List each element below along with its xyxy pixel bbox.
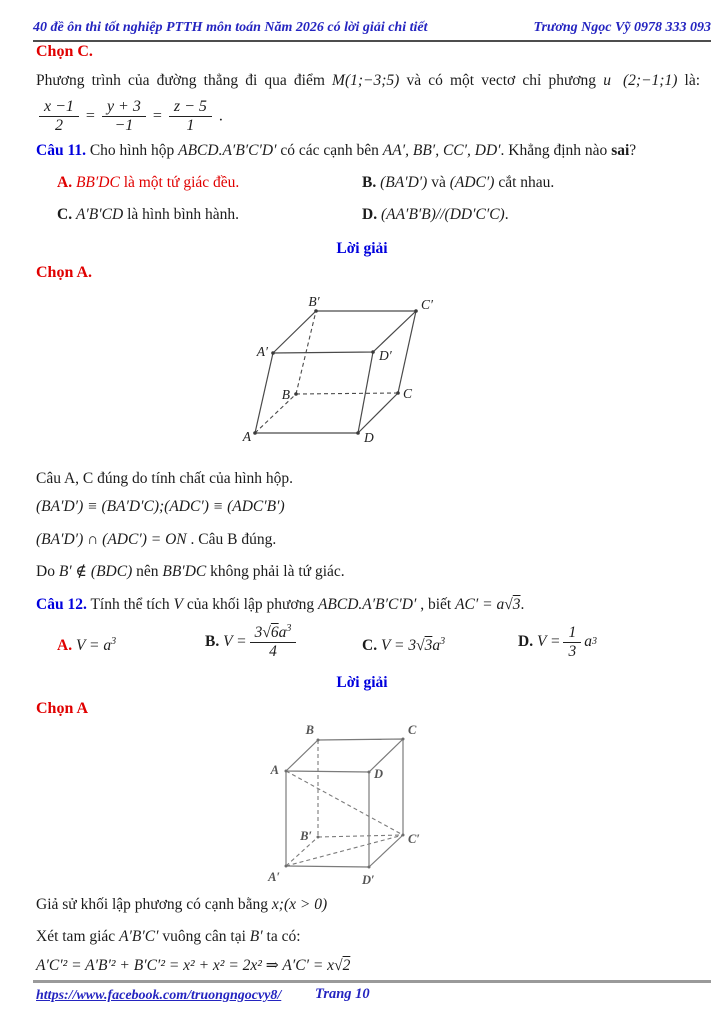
vertex-label-b: B — [305, 723, 314, 737]
option-letter: A. — [57, 637, 73, 654]
pythagoras-equation — [36, 956, 350, 975]
note-math: B′ ∉ (BDC) — [58, 563, 133, 580]
page-number: Trang 10 — [315, 986, 370, 1002]
fraction-z: $\frac{z - 5}{1}$ — [169, 98, 212, 136]
question-12-text: . — [520, 596, 525, 613]
option-letter: A. — [57, 174, 73, 191]
option-math: (AA′B′B)//(DD′C′C) — [380, 206, 505, 223]
vertex-label-c2: C′ — [408, 832, 420, 846]
option-d-11 — [362, 206, 509, 224]
note-math: A′B′C′ — [119, 928, 159, 945]
question-11-text: Cho hình hộp — [89, 142, 179, 159]
plane-identity-equation: (BA′D′) ≡ (BA′D′C);(ADC′) ≡ (ADC′B′) — [36, 498, 285, 515]
emphasis-sai: sai — [611, 142, 630, 159]
vertex-label-a: A — [242, 429, 251, 444]
vertex-label-a2: A′ — [268, 870, 280, 884]
figure1-labels — [242, 295, 434, 445]
exponent: 3 — [286, 622, 292, 634]
fraction: $\frac{3√6a^3}{4}$ — [250, 624, 297, 661]
question-12 — [36, 596, 708, 614]
note-text: Xét tam giác — [36, 928, 120, 945]
option-math: V = a — [75, 637, 112, 654]
statement-text: và có một vectơ chỉ phương — [399, 72, 604, 89]
option-letter: C. — [57, 206, 73, 223]
vertex-label-b2: B′ — [300, 829, 312, 843]
note-text: Do — [36, 563, 59, 580]
figure2-labels — [267, 723, 420, 887]
fraction-y: $\frac{y + 3}{-1}$ — [102, 98, 146, 136]
statement-text: Phương trình của đường thẳng đi qua điểm — [36, 72, 333, 89]
option-math: V = — [536, 633, 561, 650]
option-letter: C. — [362, 637, 378, 654]
question-11-text: có các cạnh bên — [276, 142, 383, 159]
question-12-text: của khối lập phương — [182, 596, 318, 613]
option-math: a — [584, 633, 592, 650]
figure2-hidden-edges — [286, 740, 403, 866]
equation-math: A′C′² = A′B′² + B′C′² = x² + x² = 2x² ⇒ A′C′ = x√ — [36, 957, 343, 974]
note-math: BB′DC — [162, 563, 207, 580]
radicand: 3 — [512, 596, 521, 613]
exponent: 3 — [440, 635, 446, 647]
option-text: là một tứ giác đều. — [119, 174, 240, 191]
vector-u: u⃗(2;−1;1) — [603, 72, 678, 89]
answer-choice-a-line-1: Chọn A. — [36, 264, 93, 281]
note-text: Giả sử khối lập phương có cạnh bằng — [36, 896, 272, 913]
parallelepiped-figure — [238, 295, 438, 450]
option-text: là hình bình hành. — [123, 206, 240, 223]
option-math: V = — [223, 633, 247, 650]
radicand: 2 — [342, 957, 351, 974]
option-letter: D. — [518, 633, 534, 650]
line-equation — [36, 98, 223, 136]
equation-math: (BA′D′) ∩ (ADC′) = ON — [36, 531, 187, 548]
radicand: 6 — [270, 623, 279, 641]
problem-statement — [36, 70, 700, 92]
exponent: 3 — [111, 635, 117, 647]
option-c-11 — [57, 206, 239, 224]
option-math: a — [432, 637, 441, 654]
option-b-11 — [362, 174, 554, 192]
note-line-3 — [36, 562, 345, 581]
note-math: B′ — [249, 928, 263, 945]
option-a-11 — [57, 174, 239, 192]
vertex-label-d2: D′ — [379, 348, 392, 363]
option-math: (BA′D′) — [380, 174, 428, 191]
vertex-label-c: C — [403, 386, 413, 401]
question-11 — [36, 142, 708, 160]
fraction-x: $\frac{x -1}{2}$ — [39, 98, 79, 136]
fraction: $\frac{1}{3}$ — [563, 624, 581, 661]
option-text: và — [427, 174, 450, 191]
facebook-link[interactable]: https://www.facebook.com/truongngocvy8/ — [36, 988, 282, 1003]
solid-name: ABCD.A′B′C′D′ — [178, 142, 277, 159]
point-m: M(1;−3;5) — [332, 72, 400, 89]
note-text: không phải là tứ giác. — [206, 563, 345, 580]
equation-text: . Câu B đúng. — [186, 531, 277, 548]
vertex-label-a: A — [270, 763, 279, 777]
triangle-line — [36, 928, 301, 946]
header-title: 40 đề ôn thi tốt nghiệp PTTH môn toán Năm 2026 có lời giải chi tiết — [33, 20, 428, 35]
note-text: vuông cân tại — [158, 928, 250, 945]
header-author: Trương Ngọc Vỹ 0978 333 093 — [533, 20, 711, 35]
option-letter: D. — [362, 206, 378, 223]
radicand: 3 — [424, 637, 433, 654]
question-11-text: . Khẳng định nào — [500, 142, 612, 159]
option-letter: B. — [362, 174, 377, 191]
assumption-line — [36, 896, 327, 914]
option-b-12 — [205, 620, 299, 664]
option-math: BB′DC — [75, 174, 120, 191]
answer-choice-a-line-2: Chọn A — [36, 700, 89, 717]
vertex-label-a2: A′ — [256, 344, 268, 359]
option-text: . — [504, 206, 509, 223]
vertex-label-d: D — [374, 767, 384, 781]
solution-heading-2: Lời giải — [336, 674, 388, 691]
note-text: nên — [132, 563, 163, 580]
cube-name: ABCD.A′B′C′D′ — [317, 596, 417, 613]
vertex-label-d: D — [364, 430, 374, 445]
option-math: A′B′CD — [75, 206, 124, 223]
statement-text: là: — [677, 72, 701, 89]
footer-divider — [33, 980, 711, 983]
figure1-vertex-dots — [253, 309, 418, 435]
note-line-1: Câu A, C đúng do tính chất của hình hộp. — [36, 470, 294, 487]
edges-list: AA′, BB′, CC′, DD′ — [382, 142, 501, 159]
cube-figure — [262, 722, 422, 890]
period: . — [218, 107, 223, 125]
figure1-solid-edges — [255, 311, 416, 433]
option-d-12: D. V = $\frac{1}{3}$ a 3 — [518, 623, 597, 660]
option-math: (ADC′) — [449, 174, 495, 191]
diagonal-value: AC′ = a√ — [455, 596, 513, 613]
equals-sign: = — [152, 107, 162, 125]
solution-heading-1: Lời giải — [336, 240, 388, 257]
note-math: x;(x > 0) — [271, 896, 328, 913]
note-text: ta có: — [262, 928, 301, 945]
question-11-label: Câu 11. — [36, 142, 86, 159]
option-math: V = 3√ — [380, 637, 425, 654]
page-header — [33, 20, 711, 42]
question-12-text: Tính thể tích — [90, 596, 174, 613]
plane-intersection-equation — [36, 531, 276, 549]
volume-var: V — [173, 596, 183, 613]
option-c-12 — [362, 637, 445, 655]
question-12-label: Câu 12. — [36, 596, 87, 613]
equals-sign: = — [85, 107, 95, 125]
option-text: cắt nhau. — [494, 174, 555, 191]
vertex-label-c2: C′ — [421, 297, 433, 312]
question-12-text: , biết — [416, 596, 456, 613]
vertex-label-d2: D′ — [362, 873, 375, 887]
vertex-label-b: B — [281, 387, 290, 402]
vertex-label-c: C — [408, 723, 417, 737]
option-a-12 — [57, 637, 116, 655]
option-letter: B. — [205, 633, 220, 650]
vertex-label-b2: B′ — [308, 295, 320, 309]
question-11-text: ? — [629, 142, 637, 159]
answer-choice-c-line: Chọn C. — [36, 43, 93, 60]
